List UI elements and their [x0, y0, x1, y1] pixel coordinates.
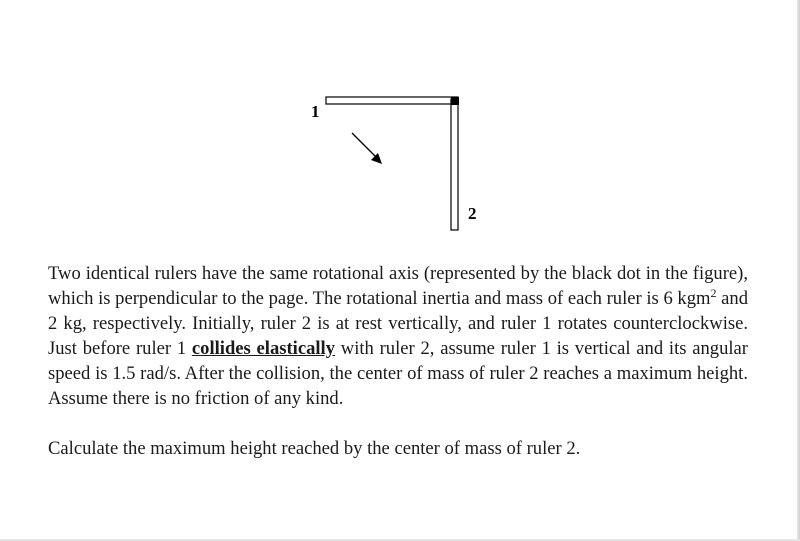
- ruler-2-label: 2: [468, 204, 477, 223]
- ruler-1: [326, 97, 458, 104]
- physics-figure: [0, 0, 800, 250]
- collides-elastically-emphasis: collides elastically: [191, 338, 336, 359]
- problem-text-part-3: with ruler 2, assume ruler 1 is vertical and its angular speed is 1.5 rad/s. After the collision, the center of mass of ruler 2 reaches a maximum height. Assume there is no friction of any kind.: [48, 338, 749, 409]
- problem-text: [48, 261, 748, 461]
- superscript-2: 2: [710, 285, 717, 300]
- diagonal-arrow-icon: [352, 133, 382, 164]
- problem-text-part-1: Two identical rulers have the same rotational axis (represented by the black dot in the figure), which is perpendicular to the page. The rotational inertia and mass of each ruler is 6 kgm: [48, 263, 748, 309]
- ruler-2: [451, 99, 458, 230]
- problem-paragraph: [48, 261, 748, 411]
- problem-text-part-2: and 2 kg, respectively. Initially, ruler 2 is at rest vertically, and ruler 1 rotates counterclockwise. Just before ruler 1: [48, 288, 749, 359]
- ruler-1-label: 1: [311, 102, 320, 121]
- rotation-axis-dot: [451, 97, 459, 105]
- question-text: Calculate the maximum height reached by the center of mass of ruler 2.: [48, 438, 581, 459]
